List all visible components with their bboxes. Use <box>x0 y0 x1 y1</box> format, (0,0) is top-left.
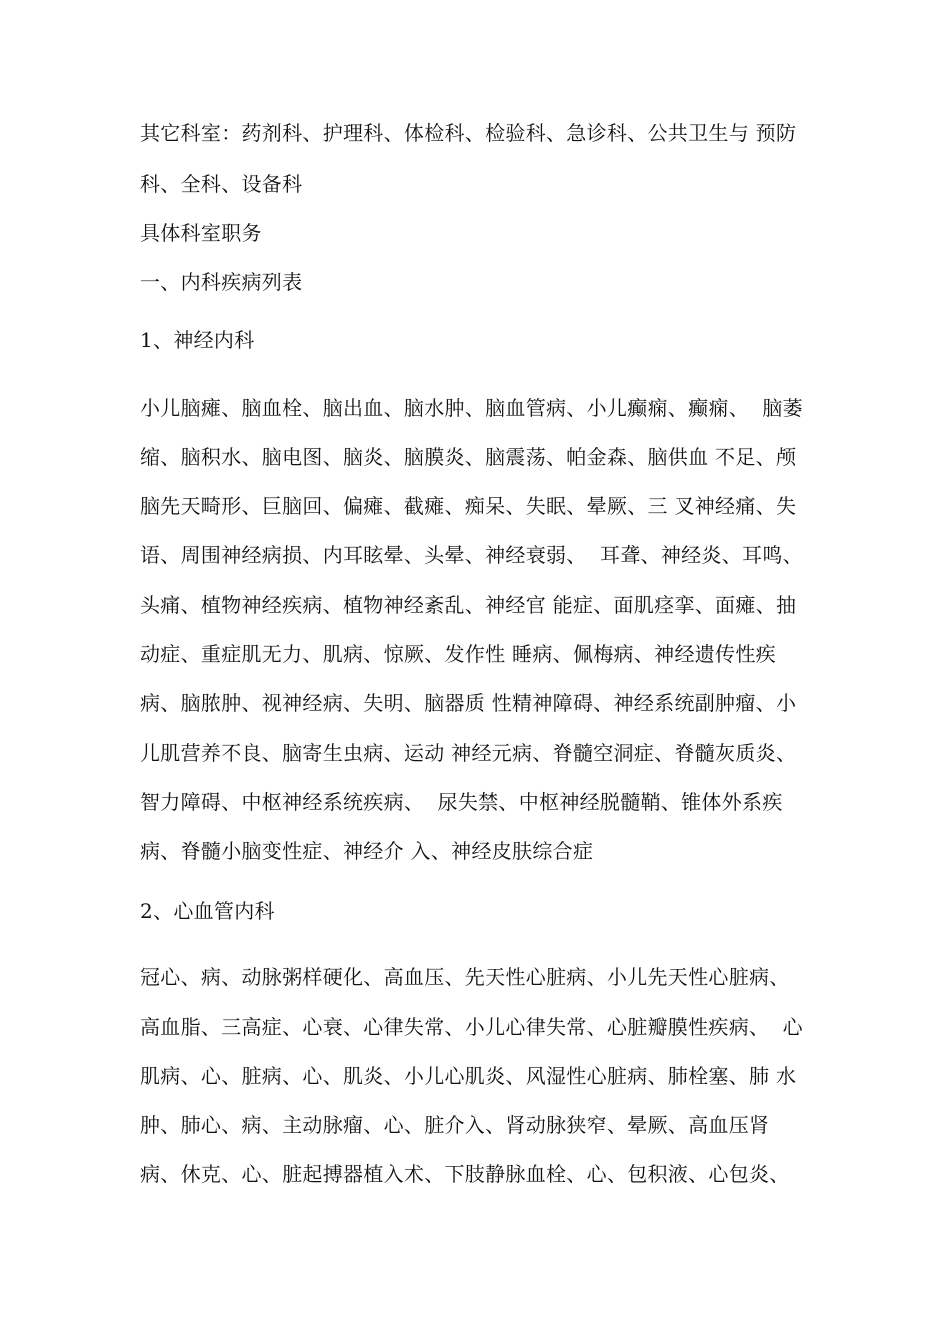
neurology-text-line: 智力障碍、中枢神经系统疾病、 尿失禁、中枢神经脱髓鞘、锥体外系疾 <box>140 790 783 814</box>
intro-line-2: 科、全科、设备科 <box>140 172 303 196</box>
neurology-text-line: 病、脊髓小脑变性症、神经介 入、神经皮肤综合症 <box>140 839 594 863</box>
neurology-text-line: 头痛、植物神经疾病、植物神经紊乱、神经官 能症、面肌痉挛、面瘫、抽 <box>140 593 797 617</box>
cardiology-text-line: 冠心、病、动脉粥样硬化、高血压、先天性心脏病、小儿先天性心脏病、 <box>140 965 790 989</box>
neurology-text-line: 缩、脑积水、脑电图、脑炎、脑膜炎、脑震荡、帕金森、脑供血 不足、颅 <box>140 445 797 469</box>
section-heading-duties: 具体科室职务 <box>140 221 262 245</box>
cardiology-text-line: 病、休克、心、脏起搏器植入术、下肢静脉血栓、心、包积液、心包炎、 <box>140 1162 790 1186</box>
neurology-text-line: 动症、重症肌无力、肌病、惊厥、发作性 睡病、佩梅病、神经遗传性疾 <box>140 642 776 666</box>
subheading-neurology: 1、神经内科 <box>140 328 255 352</box>
cardiology-text-line: 高血脂、三高症、心衰、心律失常、小儿心律失常、心脏瓣膜性疾病、 心 <box>140 1015 803 1039</box>
neurology-text-line: 语、周围神经病损、内耳眩晕、头晕、神经衰弱、 耳聋、神经炎、耳鸣、 <box>140 543 803 567</box>
subheading-cardiology: 2、心血管内科 <box>140 899 275 923</box>
intro-line-1: 其它科室：药剂科、护理科、体检科、检验科、急诊科、公共卫生与 预防 <box>140 121 797 145</box>
neurology-text-line: 小儿脑瘫、脑血栓、脑出血、脑水肿、脑血管病、小儿癫痫、癫痫、 脑萎 <box>140 396 803 420</box>
cardiology-text-line: 肿、肺心、病、主动脉瘤、心、脏介入、肾动脉狭窄、晕厥、高血压肾 <box>140 1113 770 1137</box>
section-heading-internal-medicine: 一、内科疾病列表 <box>140 270 303 294</box>
neurology-text-line: 脑先天畸形、巨脑回、偏瘫、截瘫、痴呆、失眠、晕厥、三 叉神经痛、失 <box>140 494 797 518</box>
neurology-text-line: 病、脑脓肿、视神经病、失明、脑器质 性精神障碍、神经系统副肿瘤、小 <box>140 691 797 715</box>
neurology-text-line: 儿肌营养不良、脑寄生虫病、运动 神经元病、脊髓空洞症、脊髓灰质炎、 <box>140 741 797 765</box>
cardiology-text-line: 肌病、心、脏病、心、肌炎、小儿心肌炎、风湿性心脏病、肺栓塞、肺 水 <box>140 1064 797 1088</box>
